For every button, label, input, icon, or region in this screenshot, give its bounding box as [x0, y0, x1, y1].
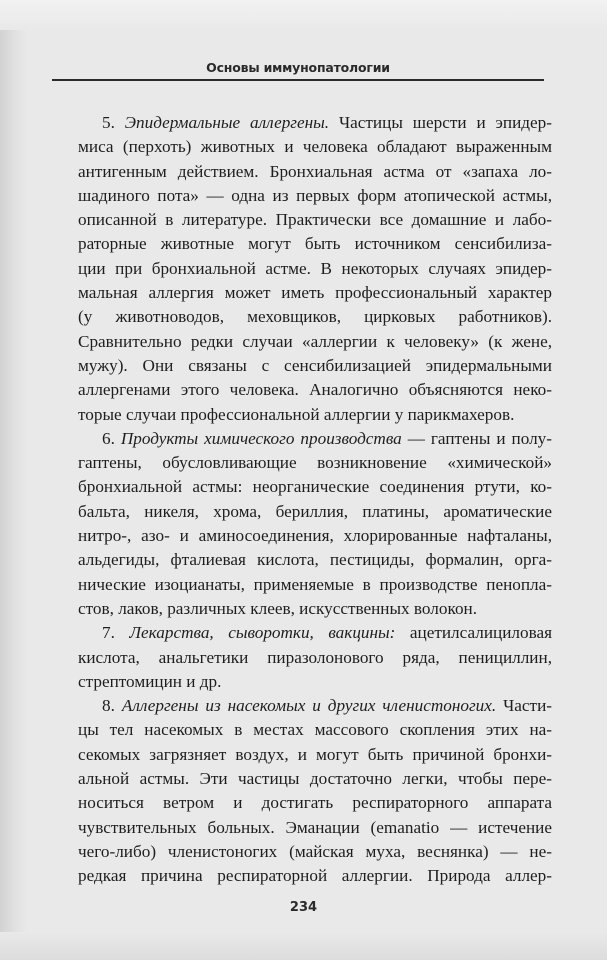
text-line: стов, лаков, различных клеев, искусственных волокон. — [78, 598, 478, 618]
text-line: мужу). Они связаны с сенсибилизацией эпидермальными — [78, 355, 552, 375]
header-rule — [52, 79, 544, 81]
italic-term: Аллергены из насекомых и других членистоногих. — [121, 696, 497, 716]
text-line: чего-либо) членистоногих (майская муха, веснянка) — не- — [78, 841, 552, 861]
text-line: нические изоцианаты, применяемые в производстве пенопла- — [78, 574, 552, 594]
text-line: гаптены, обусловливающие возникновение «химической» — [78, 453, 552, 473]
text-segment: 6. — [102, 428, 121, 448]
text-line: бальта, никеля, хрома, бериллия, платины, ароматические — [78, 501, 552, 521]
running-header-title: Основы иммунопатологии — [206, 60, 390, 75]
page-number: 234 — [289, 900, 318, 915]
text-line — [78, 694, 552, 718]
text-line: стрептомицин и др. — [78, 671, 222, 691]
text-line: антигенным действием. Бронхиальная астма от «запаха ло- — [78, 161, 552, 181]
text-segment: ацетилсалициловая — [395, 623, 553, 643]
text-line: редкая причина респираторной аллергии. Природа аллер- — [78, 866, 552, 886]
text-line — [78, 111, 552, 135]
text-line: кислота, анальгетики пиразолонового ряда, пенициллин, — [78, 647, 552, 667]
text-line: Сравнительно редки случаи «аллергии к человеку» (к жене, — [78, 331, 552, 351]
text-segment: 8. — [102, 696, 122, 716]
page-shadow-left — [0, 0, 28, 960]
text-line: (у животноводов, меховщиков, цирковых работников). — [78, 307, 552, 327]
text-line: мальная аллергия может иметь профессиональный характер — [78, 283, 552, 303]
text-line: носиться ветром и достигать респираторного аппарата — [78, 793, 552, 813]
text-line: шадиного пота» — одна из первых форм атопической астмы, — [78, 185, 552, 205]
text-line: альдегиды, фталиевая кислота, пестициды, формалин, орга- — [78, 550, 552, 570]
text-line: чувствительных больных. Эманации (emanatio — истечение — [78, 817, 552, 837]
paragraph — [78, 427, 552, 621]
italic-term: Эпидермальные аллергены. — [124, 113, 330, 132]
text-line: нитро-, азо- и аминосоединения, хлорированные нафталаны, — [78, 526, 552, 546]
text-line: описанной в литературе. Практически все домашние и лабо- — [78, 210, 552, 230]
text-line: аллергенами этого человека. Аналогично объясняются неко- — [78, 380, 552, 400]
italic-term: Лекарства, сыворотки, вакцины: — [129, 623, 396, 643]
text-line — [78, 427, 552, 451]
text-line: альной астмы. Эти частицы достаточно легки, чтобы пере- — [78, 769, 552, 789]
text-segment: 7. — [102, 623, 130, 643]
page-shadow-top — [0, 0, 607, 30]
text-line: торые случаи профессиональной аллергии у парикмахеров. — [78, 404, 515, 424]
text-segment: 5. — [102, 113, 125, 132]
body-text — [78, 111, 552, 889]
page-shadow-bottom — [0, 932, 607, 960]
text-segment: Частицы шерсти и эпидер- — [329, 113, 552, 132]
paragraph — [78, 111, 552, 427]
text-line: бронхиальной астмы: неорганические соединения ртути, ко- — [78, 477, 552, 497]
text-line: раторные животные могут быть источником сенсибилиза- — [78, 234, 552, 254]
text-line: цы тел насекомых в местах массового скопления этих на- — [78, 720, 552, 740]
text-line: секомых загрязняет воздух, и могут быть причиной бронхи- — [78, 744, 552, 764]
text-segment: Части- — [496, 696, 552, 716]
text-line: ции при бронхиальной астме. В некоторых случаях эпидер- — [78, 258, 552, 278]
paragraph — [78, 621, 552, 694]
text-segment: — гаптены и полу- — [401, 428, 552, 448]
paragraph — [78, 694, 552, 888]
text-line: миса (перхоть) животных и человека обладают выраженным — [78, 137, 552, 157]
italic-term: Продукты химического производства — [120, 428, 402, 448]
running-header — [52, 60, 544, 82]
text-line — [78, 621, 552, 645]
